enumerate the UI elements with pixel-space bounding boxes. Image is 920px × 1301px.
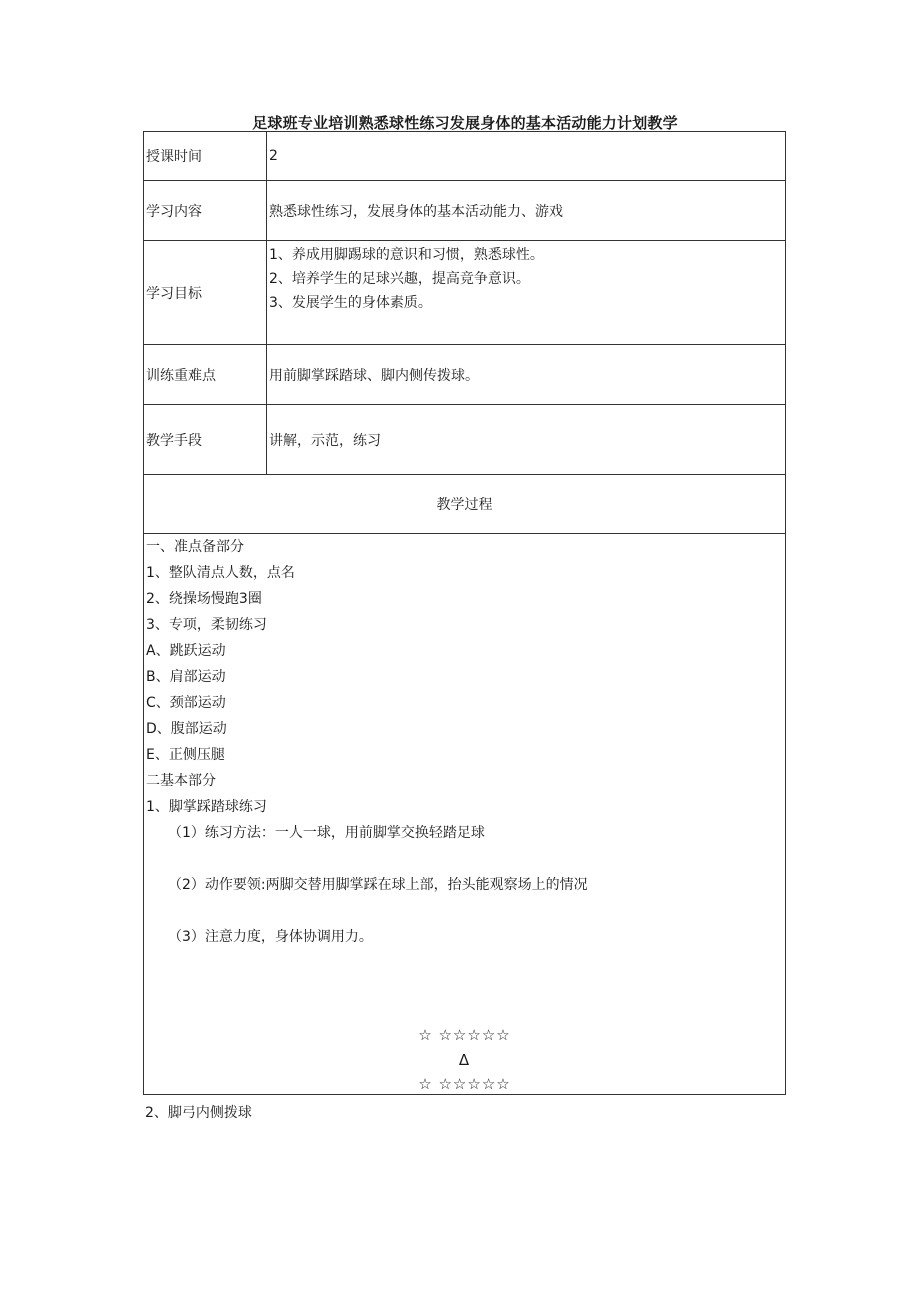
goal-item: 2、培养学生的足球兴趣，提高竞争意识。	[269, 271, 530, 287]
row-value-content: 熟悉球性练习，发展身体的基本活动能力、游戏	[267, 181, 786, 241]
process-line: B、肩部运动	[146, 669, 226, 685]
process-line: E、正侧压腿	[146, 747, 225, 763]
process-line: （3）注意力度，身体协调用力。	[168, 929, 373, 945]
table-row-content	[144, 181, 786, 241]
table-row-methods	[144, 405, 786, 475]
process-line: 一、准点备部分	[146, 539, 244, 555]
goal-item: 1、养成用脚踢球的意识和习惯，熟悉球性。	[269, 247, 544, 263]
row-value-time: 2	[267, 132, 786, 181]
process-line: （1）练习方法：一人一球，用前脚掌交换轻踏足球	[168, 825, 485, 841]
process-line: 2、绕操场慢跑3圈	[146, 591, 262, 607]
process-line: A、跳跃运动	[146, 643, 226, 659]
process-heading: 教学过程	[144, 475, 786, 534]
process-line: 3、专项，柔韧练习	[146, 617, 267, 633]
row-label-key-points: 训练重难点	[144, 345, 267, 405]
process-line: （2）动作要领:两脚交替用脚掌踩在球上部，抬头能观察场上的情况	[168, 877, 588, 893]
row-value-key-points: 用前脚掌踩踏球、脚内侧传拨球。	[267, 345, 786, 405]
table-row-time	[144, 132, 786, 181]
table-row-process-heading	[144, 475, 786, 534]
row-value-goals	[267, 241, 786, 345]
process-line: 二基本部分	[146, 773, 216, 789]
document-title: 足球班专业培训熟悉球性练习发展身体的基本活动能力计划教学	[252, 114, 678, 132]
process-line: C、颈部运动	[146, 695, 226, 711]
table-row-key-points	[144, 345, 786, 405]
process-line: D、腹部运动	[146, 721, 227, 737]
formation-bottom-row: ☆ ☆☆☆☆☆	[418, 1075, 511, 1093]
row-label-content: 学习内容	[144, 181, 267, 241]
formation-center-mark: Δ	[458, 1051, 471, 1069]
after-table-line: 2、脚弓内侧拨球	[145, 1105, 252, 1121]
row-label-methods: 教学手段	[144, 405, 267, 475]
table-row-goals	[144, 241, 786, 345]
row-value-methods: 讲解，示范，练习	[267, 405, 786, 475]
goal-item: 3、发展学生的身体素质。	[269, 295, 432, 311]
row-label-time: 授课时间	[144, 132, 267, 181]
process-line: 1、脚掌踩踏球练习	[146, 799, 267, 815]
lesson-plan-table	[143, 131, 786, 1095]
formation-top-row: ☆ ☆☆☆☆☆	[418, 1026, 511, 1044]
process-cell	[144, 534, 786, 1095]
process-line: 1、整队清点人数，点名	[146, 565, 295, 581]
row-label-goals: 学习目标	[144, 241, 267, 345]
table-row-process	[144, 534, 786, 1095]
